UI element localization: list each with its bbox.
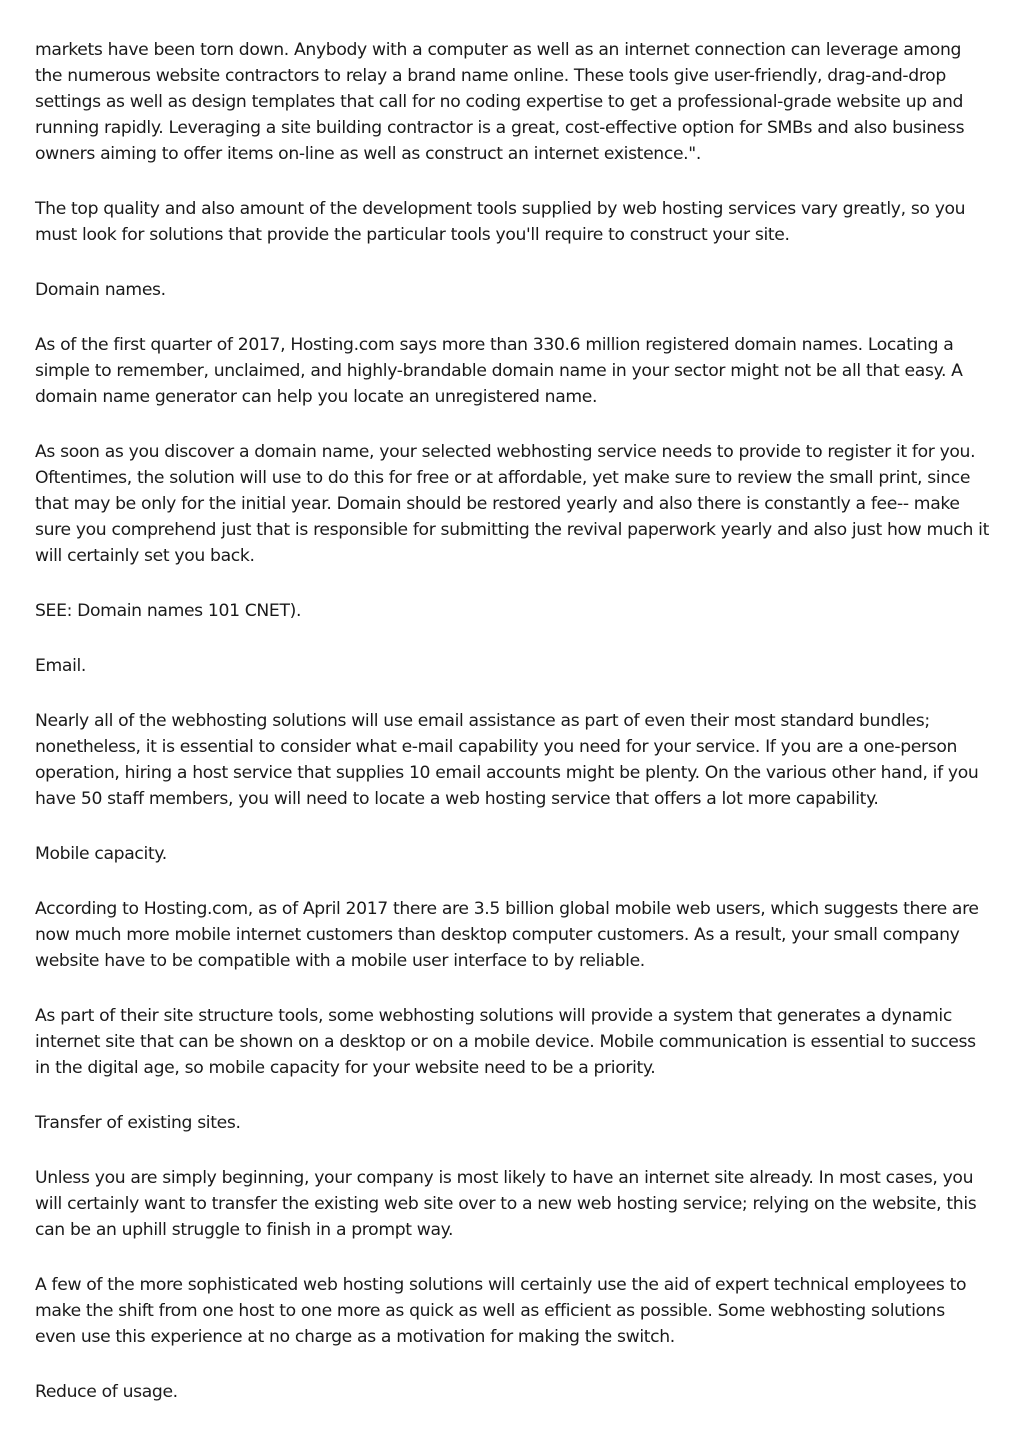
paragraph-development-tools: The top quality and also amount of the development tools supplied by web hosting services vary greatly, so you must look for solutions that provide the particular tools you'll require to construct your site. [35,199,966,245]
heading-ease-of-use: Reduce of usage. [35,1382,178,1402]
heading-transfer-sites: Transfer of existing sites. [35,1113,241,1133]
document-body [35,37,990,1434]
paragraph-transfer-existing: Unless you are simply beginning, your company is most likely to have an internet site already. In most cases, you will certainly want to transfer the existing web site over to a new web hosting service; relying on the website, this can be an uphill struggle to finish in a prompt way. [35,1168,977,1240]
heading-domain-names: Domain names. [35,280,166,300]
paragraph-mobile-users: According to Hosting.com, as of April 2017 there are 3.5 billion global mobile web users, which suggests there are now much more mobile internet customers than desktop computer customers. As a result, your small company website have to be compatible with a mobile user interface to by reliable. [35,899,979,971]
paragraph-email-support: Nearly all of the webhosting solutions will use email assistance as part of even their most standard bundles; nonetheless, it is essential to consider what e-mail capability you need for your service. If you are a one-person operation, hiring a host service that supplies 10 email accounts might be plenty. On the various other hand, if you have 50 staff members, you will need to locate a web hosting service that offers a lot more capability. [35,711,979,809]
paragraph-domain-registration: As soon as you discover a domain name, your selected webhosting service needs to provide to register it for you. Oftentimes, the solution will use to do this for free or at affordable, yet make sure to review the small print, since that may be only for the initial year. Domain should be restored yearly and also there is constantly a fee-- make sure you comprehend just that is responsible for submitting the revival paperwork yearly and also just how much it will certainly set you back. [35,442,989,566]
paragraph-see-reference: SEE: Domain names 101 CNET). [35,601,302,621]
paragraph-domain-stats: As of the first quarter of 2017, Hosting.com says more than 330.6 million registered domain names. Locating a simple to remember, unclaimed, and highly-brandable domain name in your sector might not be all that easy. A domain name generator can help you locate an unregistered name. [35,335,963,407]
paragraph-transfer-assistance: A few of the more sophisticated web hosting solutions will certainly use the aid of expert technical employees to make the shift from one host to one more as quick as well as efficient as possible. Some webhosting solutions even use this experience at no charge as a motivation for making the switch. [35,1275,967,1347]
heading-mobile-capacity: Mobile capacity. [35,844,167,864]
heading-email: Email. [35,656,87,676]
paragraph-mobile-site-tools: As part of their site structure tools, some webhosting solutions will provide a system that generates a dynamic internet site that can be shown on a desktop or on a mobile device. Mobile communication is essential to success in the digital age, so mobile capacity for your website need to be a priority. [35,1006,976,1078]
paragraph-markets-intro: markets have been torn down. Anybody with a computer as well as an internet connection can leverage among the numerous website contractors to relay a brand name online. These tools give user-friendly, drag-and-drop settings as well as design templates that call for no coding expertise to get a professional-grade website up and running rapidly. Leveraging a site building contractor is a great, cost-effective option for SMBs and also business owners aiming to offer items on-line as well as construct an internet existence.". [35,40,965,164]
